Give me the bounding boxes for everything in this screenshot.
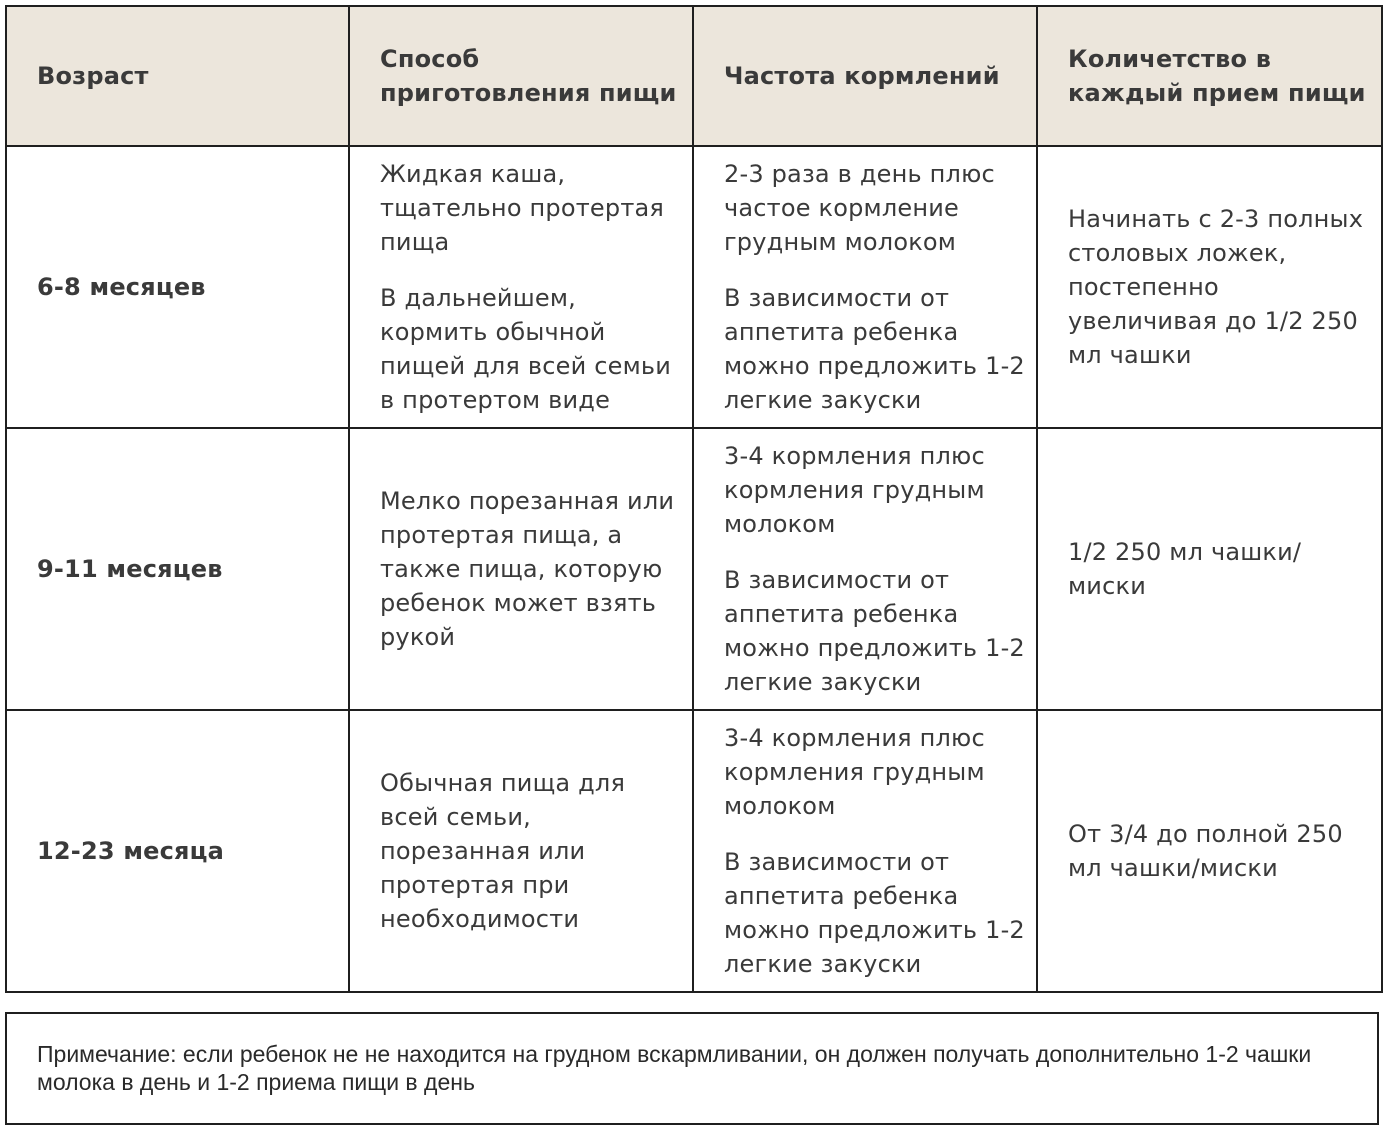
age-cell: 9-11 месяцев [6,428,349,710]
table-row [6,428,1382,710]
table-header-row [6,6,1382,146]
header-frequency: Частота кормлений [693,6,1037,146]
table-row [6,146,1382,428]
header-age: Возраст [6,6,349,146]
note-text: Примечание: если ребенок не не находится на грудном вскармливании, он должен получать дополнительно 1-2 чашки молока в день и 1-2 приема пищи в день [37,1041,1312,1095]
age-cell: 12-23 месяца [6,710,349,992]
preparation-text: В дальнейшем, кормить обычной пищей для всей семьи в протертом виде [380,284,672,414]
frequency-cell [693,146,1037,428]
frequency-text: В зависимости от аппетита ребенка можно предложить 1-2 легкие закуски [724,848,1025,978]
frequency-cell [693,710,1037,992]
preparation-cell [349,146,693,428]
amount-cell: Начинать с 2-3 полных столовых ложек, постепенно увеличивая до 1/2 250 мл чашки [1037,146,1382,428]
amount-cell: 1/2 250 мл чашки/миски [1037,428,1382,710]
preparation-text: Жидкая каша, тщательно протертая пища [380,160,665,256]
frequency-text: В зависимости от аппетита ребенка можно предложить 1-2 легкие закуски [724,284,1025,414]
age-cell: 6-8 месяцев [6,146,349,428]
frequency-text: В зависимости от аппетита ребенка можно предложить 1-2 легкие закуски [724,566,1025,696]
preparation-cell [349,710,693,992]
header-amount: Количетство в каждый прием пищи [1037,6,1382,146]
preparation-text: Обычная пища для всей семьи, порезанная или протертая при необходимости [380,769,626,933]
header-preparation: Способ приготовления пищи [349,6,693,146]
frequency-text: 3-4 кормления плюс кормления грудным молоком [724,724,985,820]
amount-cell: От 3/4 до полной 250 мл чашки/миски [1037,710,1382,992]
preparation-text: Мелко порезанная или протертая пища, а также пища, которую ребенок может взять рукой [380,487,675,651]
frequency-cell [693,428,1037,710]
frequency-text: 2-3 раза в день плюс частое кормление грудным молоком [724,160,995,256]
feeding-schedule-table [5,5,1383,993]
frequency-text: 3-4 кормления плюс кормления грудным молоком [724,442,985,538]
note-box [5,1012,1379,1125]
preparation-cell [349,428,693,710]
table-row [6,710,1382,992]
